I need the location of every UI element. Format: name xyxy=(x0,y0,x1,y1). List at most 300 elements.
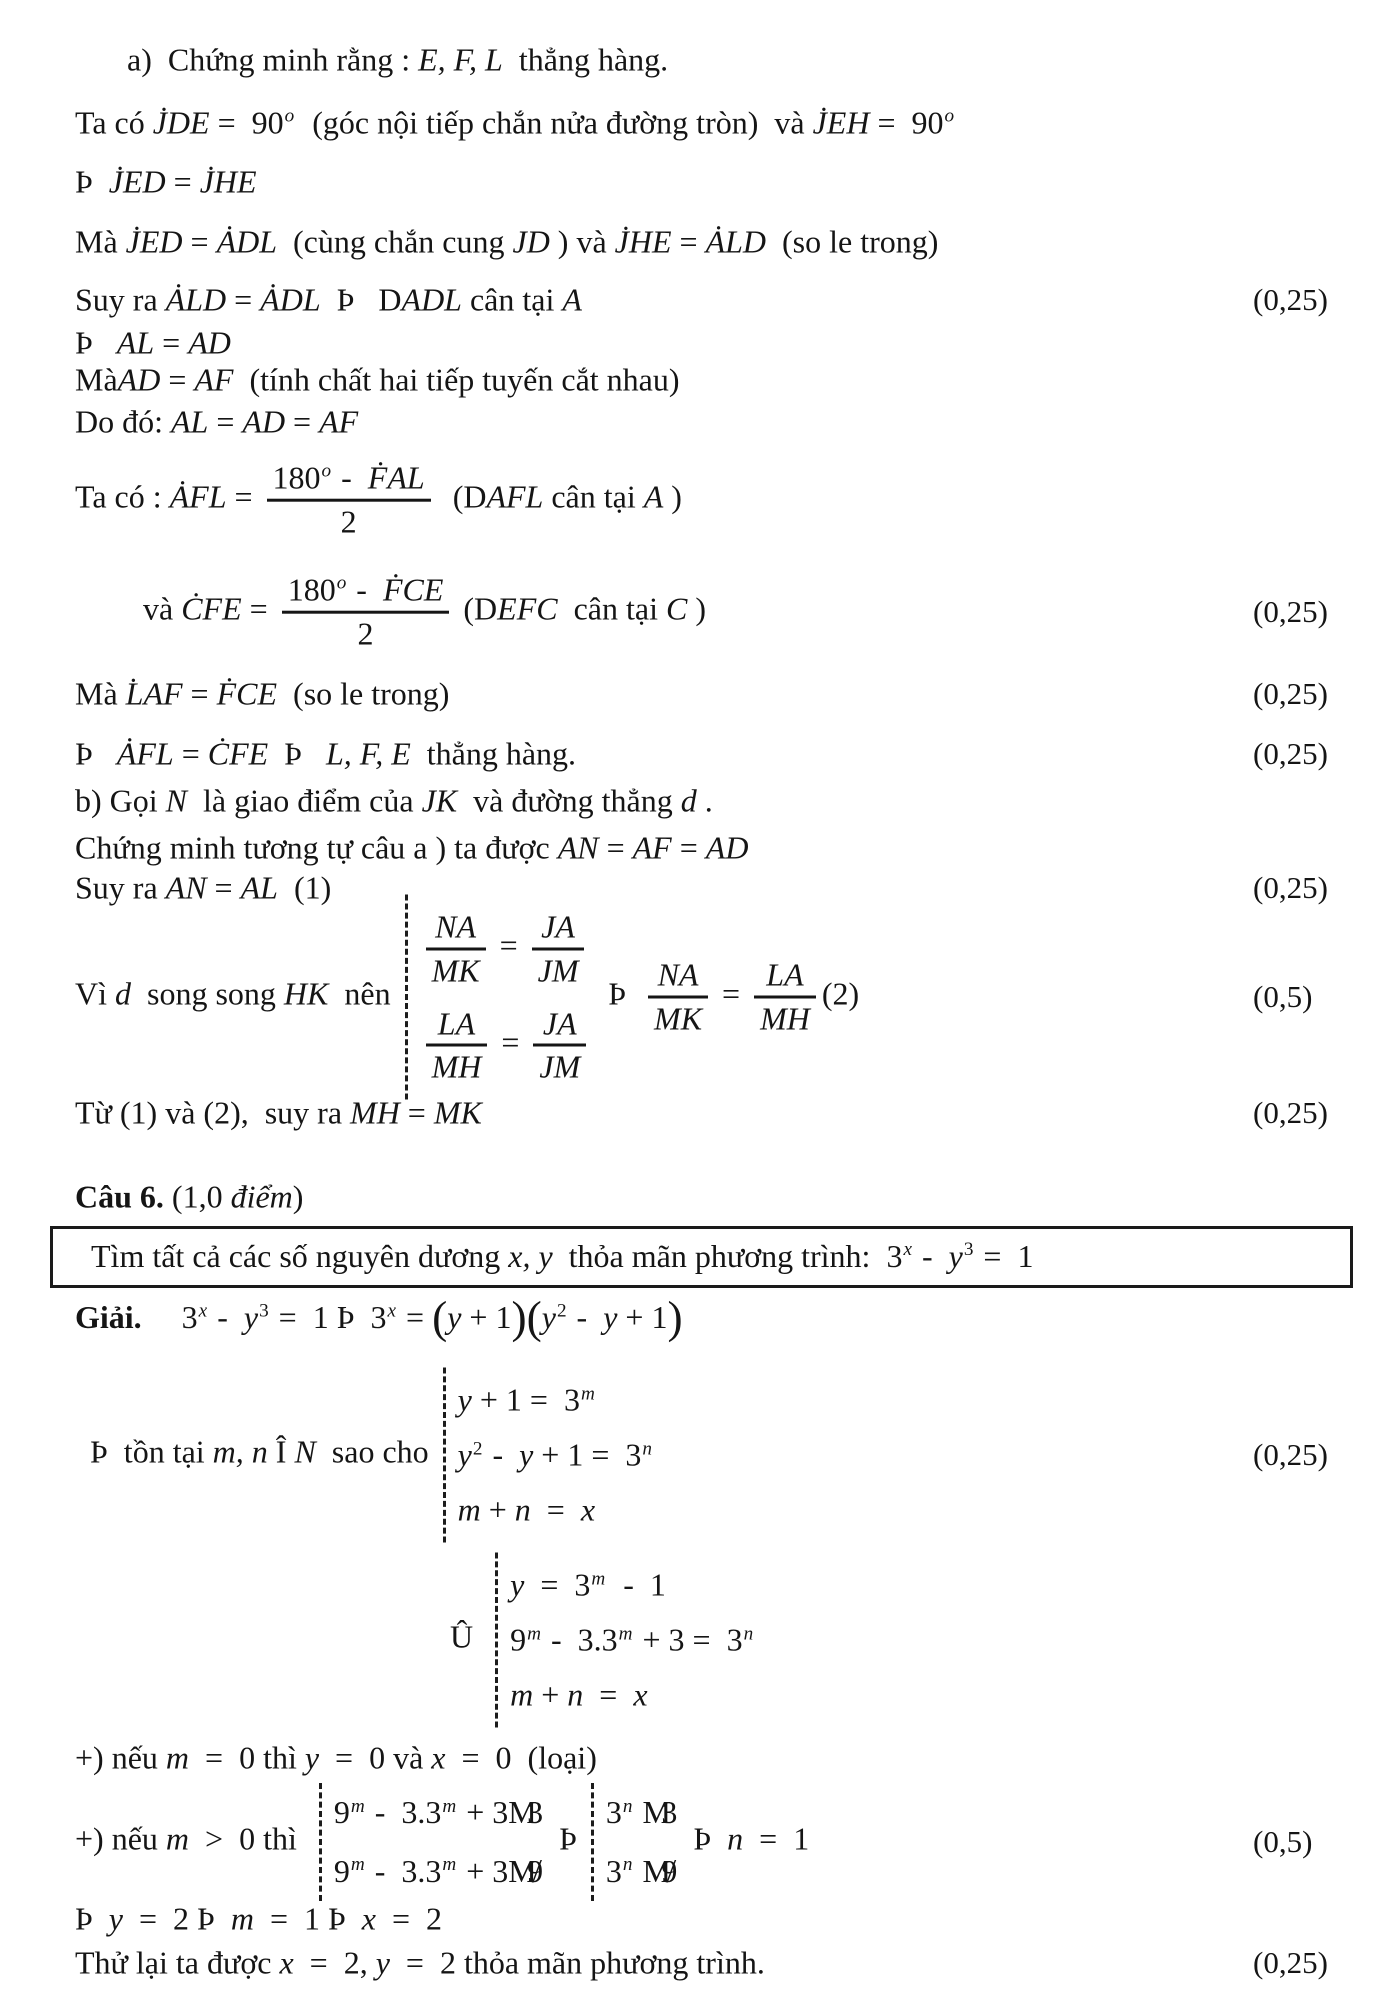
text-run: = xyxy=(226,281,261,318)
text-run: L, F, E xyxy=(325,735,411,772)
text-run: và xyxy=(143,590,182,627)
text-run: 3 xyxy=(605,1794,622,1831)
text-run: Þ xyxy=(543,1820,585,1857)
text-run: + 1 = 3 xyxy=(471,1381,580,1418)
superscript: m xyxy=(442,1854,457,1876)
line-cau6-heading xyxy=(75,1179,303,1216)
text-run: AN xyxy=(557,829,599,866)
text-run: cân tại xyxy=(543,478,644,515)
fraction xyxy=(533,1005,586,1086)
text-run: > 0 thì xyxy=(189,1820,313,1857)
text-run: EFC xyxy=(497,590,558,627)
superscript: m xyxy=(591,1568,606,1590)
text-run: Ta có xyxy=(75,104,153,141)
superscript: o xyxy=(321,461,332,483)
text-run: HK xyxy=(283,975,329,1012)
text-run: + 1 = 3 xyxy=(533,1436,642,1473)
score-mark: (0,25) xyxy=(1253,282,1328,317)
text-run: JM xyxy=(537,952,579,989)
superscript: m xyxy=(442,1795,457,1817)
text-run: = xyxy=(226,478,261,515)
text-run: = xyxy=(285,403,320,440)
text-run: = 3 xyxy=(524,1566,591,1603)
text-run: + xyxy=(480,1491,515,1528)
text-run: x xyxy=(580,1491,596,1528)
fraction-bar xyxy=(648,996,708,999)
text-run: - xyxy=(348,571,383,608)
text-run: = 1 Þ xyxy=(253,1900,362,1937)
fraction-numerator xyxy=(432,1005,481,1042)
text-run: ADL xyxy=(401,281,462,318)
text-run: = xyxy=(583,1676,634,1713)
superscript: n xyxy=(622,1854,633,1876)
text-run: Þ xyxy=(592,975,643,1012)
fraction xyxy=(426,908,486,989)
text-run: y xyxy=(375,1944,390,1981)
text-run: 9 xyxy=(333,1853,350,1889)
text-run: . xyxy=(696,782,713,819)
superscript: x xyxy=(198,1300,208,1322)
line-al-equals-ad xyxy=(75,325,231,362)
fraction-numerator xyxy=(282,572,450,609)
text-run: MH xyxy=(760,1000,810,1037)
text-run: 2 xyxy=(340,503,357,540)
fraction-bar xyxy=(426,1044,488,1047)
text-run: ( xyxy=(432,1292,448,1343)
line-afl-cfe-collinear xyxy=(75,736,576,773)
text-run: N xyxy=(165,782,187,819)
text-run: x xyxy=(279,1944,294,1981)
text-run: Ta có : xyxy=(75,478,170,515)
system-brace xyxy=(405,895,408,1100)
text-run: ĊFE xyxy=(207,735,269,772)
text-run: y xyxy=(603,1298,618,1335)
system-row xyxy=(458,1491,595,1528)
text-run: C xyxy=(665,590,688,627)
text-run: (góc nội tiếp chắn nửa đường tròn) và xyxy=(296,104,813,141)
system-brace xyxy=(591,1783,594,1901)
text-run: n xyxy=(727,1820,744,1857)
text-run: điểm xyxy=(230,1178,293,1215)
text-run: AD xyxy=(188,324,231,361)
text-run: thẳng hàng. xyxy=(410,735,577,772)
fraction-bar xyxy=(532,947,585,950)
text-run: = 2 Þ xyxy=(123,1900,231,1937)
text-run: 2 xyxy=(357,615,374,652)
text-run: A xyxy=(562,281,582,318)
text-run: Vì xyxy=(75,975,115,1012)
superscript: n xyxy=(642,1438,652,1460)
fraction-denominator xyxy=(648,1001,708,1038)
text-run: = xyxy=(206,869,241,906)
text-run: MH xyxy=(350,1094,400,1131)
equation-system xyxy=(606,1794,677,1890)
fraction-bar xyxy=(282,611,450,614)
text-run: Þ xyxy=(268,735,326,772)
text-run: y xyxy=(519,1436,534,1473)
text-run: y xyxy=(510,1566,525,1603)
text-run: y xyxy=(304,1739,320,1776)
text-run xyxy=(635,1794,643,1830)
text-run: - xyxy=(209,1298,244,1335)
text-run: + 1 xyxy=(617,1298,668,1335)
text-run: LA xyxy=(766,956,804,993)
text-run: y xyxy=(108,1900,123,1937)
superscript: n xyxy=(743,1623,754,1645)
text-run: m xyxy=(165,1739,190,1776)
text-run: AN xyxy=(165,869,207,906)
text-run: AD xyxy=(242,403,286,440)
fraction-bar xyxy=(754,996,816,999)
superscript: m xyxy=(618,1623,633,1645)
text-run: +) nếu xyxy=(75,1820,166,1857)
text-run: E, F, L xyxy=(418,41,503,78)
text-run: ) xyxy=(667,1292,683,1343)
text-run: 9 xyxy=(510,1621,527,1658)
text-run: m xyxy=(165,1820,190,1857)
text-run: Þ xyxy=(75,735,117,772)
text-run: AF xyxy=(319,403,359,440)
text-run: nên xyxy=(328,975,399,1012)
bold-text-run: Giải. xyxy=(75,1298,142,1335)
text-run: = xyxy=(165,163,200,200)
text-run: MK xyxy=(431,952,480,989)
text-run: = 0 (loại) xyxy=(445,1739,597,1776)
system-row xyxy=(458,1382,597,1419)
text-run: + 3 = 3 xyxy=(634,1621,743,1658)
text-run: Þ xyxy=(677,1820,728,1857)
fraction-denominator xyxy=(335,504,363,541)
text-run: MK xyxy=(433,1094,482,1131)
text-run: ) và xyxy=(549,223,615,260)
text-run: (1,0 xyxy=(163,1178,231,1215)
text-run: n xyxy=(514,1491,531,1528)
system-row xyxy=(334,1853,543,1890)
text-run: - 3.3 xyxy=(366,1794,442,1831)
line-y2-m1-x2 xyxy=(75,1901,442,1938)
text-run: JA xyxy=(542,1005,577,1041)
text-run: = xyxy=(241,590,276,627)
text-run: + 3 xyxy=(458,1853,509,1889)
text-run: = xyxy=(714,975,749,1012)
text-run: Suy ra xyxy=(75,869,166,906)
text-run: - 3.3 xyxy=(542,1621,618,1658)
text-run: m xyxy=(457,1491,481,1528)
line-proof-a-title xyxy=(127,42,668,79)
text-run: = 1 Þ 3 xyxy=(270,1298,387,1335)
text-run: J̇DE xyxy=(152,104,210,141)
text-run: = xyxy=(160,361,195,398)
text-run: = 0 thì xyxy=(189,1739,305,1776)
text-run: song song xyxy=(131,975,284,1012)
text-run: ȦDL xyxy=(260,281,321,318)
text-run: ȦDL xyxy=(216,223,278,260)
text-run: AD xyxy=(117,361,161,398)
text-run: = 1 xyxy=(975,1238,1034,1274)
text-run: Î xyxy=(267,1433,295,1470)
fraction xyxy=(426,1005,488,1086)
line-cfe-fraction xyxy=(143,572,706,653)
text-run: 180 xyxy=(287,571,336,608)
score-mark: (0,25) xyxy=(1253,870,1328,905)
text-run: = xyxy=(182,675,217,712)
text-run: + xyxy=(533,1676,568,1713)
text-run: y xyxy=(541,1298,556,1335)
fraction-numerator xyxy=(537,1005,583,1042)
text-run: + 1 xyxy=(461,1298,512,1335)
text-run: - xyxy=(568,1298,604,1335)
text-run: ȦFL xyxy=(169,478,227,515)
text-run: cân tại xyxy=(557,590,666,627)
text-run: Þ tồn tại xyxy=(90,1433,213,1470)
text-run: NA xyxy=(435,908,476,945)
text-run: J̇EH xyxy=(812,104,870,141)
text-run: J̇HE xyxy=(199,163,257,200)
text-run: AD xyxy=(705,829,749,866)
line-similar-to-a xyxy=(75,830,748,867)
text-run: y xyxy=(457,1381,472,1418)
text-run: Þ D xyxy=(320,281,402,318)
text-run: Thử lại ta được xyxy=(75,1944,280,1981)
text-run: NA xyxy=(657,956,699,993)
score-mark: (0,25) xyxy=(1253,1095,1328,1130)
equation-system xyxy=(458,1382,654,1528)
text-run: Þ xyxy=(75,163,109,200)
text-run: d xyxy=(115,975,131,1012)
text-run: (so le trong) xyxy=(277,675,450,712)
text-run: JM xyxy=(539,1048,581,1085)
text-run: - xyxy=(913,1238,949,1274)
text-run: (cùng chắn cung xyxy=(277,223,513,260)
text-run: 180 xyxy=(272,459,321,496)
system-row xyxy=(458,1437,654,1474)
superscript: n xyxy=(622,1795,633,1817)
text-run: Mà xyxy=(75,361,118,398)
system-brace xyxy=(319,1783,322,1901)
system-brace xyxy=(495,1553,498,1728)
line-verify-solution xyxy=(75,1945,765,1982)
text-run: thẳng hàng. xyxy=(502,41,669,78)
text-run: a) Chứng minh rằng : xyxy=(127,41,419,78)
text-run: = 0 và xyxy=(319,1739,432,1776)
equation-system xyxy=(334,1794,543,1890)
line-giai-solution xyxy=(75,1292,683,1343)
text-run: - xyxy=(333,459,368,496)
text-run: LA xyxy=(437,1005,476,1041)
superscript: o xyxy=(284,106,295,128)
text-run: JD xyxy=(512,223,550,260)
text-run: Do đó: xyxy=(75,403,171,440)
text-run xyxy=(635,1853,643,1889)
text-run: MH xyxy=(431,1048,482,1085)
superscript: m xyxy=(350,1795,365,1817)
text-run: A xyxy=(643,478,664,515)
fraction-numerator xyxy=(760,957,809,994)
system-row xyxy=(510,1622,755,1659)
line-b-goi-n xyxy=(75,783,713,820)
text-run: = xyxy=(182,223,217,260)
text-run: = 2 xyxy=(376,1900,443,1937)
text-run: = xyxy=(530,1491,581,1528)
text-run: = xyxy=(154,324,189,361)
text-run: 3 xyxy=(141,1298,198,1335)
line-angle-jde-90 xyxy=(75,105,956,142)
line-al-ad-af xyxy=(75,404,358,441)
fraction-denominator xyxy=(754,1001,816,1038)
superscript: 2 xyxy=(472,1438,483,1460)
text-run: Þ xyxy=(75,324,117,361)
text-run: (D xyxy=(436,478,487,515)
superscript: o xyxy=(944,106,955,128)
text-run: x xyxy=(633,1676,648,1713)
text-run: 9 xyxy=(333,1794,350,1831)
system-row xyxy=(606,1853,677,1890)
text-run: Suy ra xyxy=(75,281,166,318)
fraction-denominator xyxy=(426,1049,488,1086)
fraction xyxy=(267,460,431,541)
superscript: 3 xyxy=(963,1239,974,1261)
text-run: J̇HE xyxy=(614,223,672,260)
fraction-numerator xyxy=(652,957,705,994)
text-run: m xyxy=(510,1676,534,1713)
line-afl-fraction xyxy=(75,460,682,541)
fraction-numerator xyxy=(267,460,431,497)
text-run: JA xyxy=(541,908,575,945)
text-run: n xyxy=(567,1676,584,1713)
text-run: ) xyxy=(292,1178,304,1215)
line-ad-af-tangent xyxy=(75,362,680,399)
line-case-m-positive xyxy=(75,1783,809,1901)
superscript: m xyxy=(350,1854,365,1876)
text-run: (D xyxy=(455,590,498,627)
score-mark: (0,5) xyxy=(1253,979,1313,1014)
text-run: x, y xyxy=(508,1238,553,1274)
text-run: J̇ED xyxy=(108,163,166,200)
text-run: MK xyxy=(654,1000,703,1037)
text-run: ) xyxy=(687,590,706,627)
text-run: y xyxy=(243,1298,259,1335)
text-run: ȦLD xyxy=(165,281,227,318)
fraction-numerator xyxy=(535,908,581,945)
fraction-bar xyxy=(426,947,486,950)
text-run: Þ xyxy=(75,1900,109,1937)
text-run: = xyxy=(399,1094,434,1131)
text-run: + 3 xyxy=(458,1794,509,1831)
text-run: = xyxy=(173,735,208,772)
text-run: AF xyxy=(632,829,672,866)
text-run: = xyxy=(671,829,706,866)
text-run: AFL xyxy=(486,478,544,515)
superscript: x xyxy=(387,1300,397,1322)
line-equiv-system xyxy=(450,1553,755,1728)
line-parallel-system xyxy=(75,895,859,1100)
text-run: AL xyxy=(116,324,155,361)
superscript: m xyxy=(527,1623,541,1645)
superscript: m xyxy=(580,1383,595,1405)
text-run: AL xyxy=(240,869,278,906)
equation-system xyxy=(420,908,593,1085)
text-run: Tìm tất cả các số nguyên dương xyxy=(91,1238,509,1274)
text-run: = 1 xyxy=(743,1820,810,1857)
text-run: (1) xyxy=(277,869,332,906)
text-run: N xyxy=(294,1433,316,1470)
text-run: Chứng minh tương tự câu a ) ta được xyxy=(75,829,558,866)
text-run: y xyxy=(948,1238,963,1274)
text-run: = 90 xyxy=(869,104,944,141)
text-run: AL xyxy=(171,403,209,440)
fraction-bar xyxy=(267,499,431,502)
text-run: = xyxy=(493,1023,528,1060)
system-row xyxy=(510,1676,647,1713)
text-run: x xyxy=(361,1900,376,1937)
system-brace xyxy=(443,1368,446,1543)
text-run: - xyxy=(484,1436,520,1473)
system-row xyxy=(420,908,591,989)
line-case-m-zero xyxy=(75,1740,597,1777)
text-run: Từ (1) và (2), suy ra xyxy=(75,1094,351,1131)
text-run: ȦLD xyxy=(705,223,767,260)
line-exists-mn-system xyxy=(90,1368,654,1543)
text-run: = xyxy=(491,927,526,964)
text-run: là giao điểm của xyxy=(187,782,422,819)
score-mark: (0,25) xyxy=(1253,676,1328,711)
text-run: J̇ED xyxy=(125,223,183,260)
superscript: 2 xyxy=(556,1300,567,1322)
text-run: AF xyxy=(194,361,234,398)
text-run: M3 xyxy=(642,1794,668,1831)
text-run: ȦFL xyxy=(116,735,174,772)
text-run: )( xyxy=(511,1292,542,1343)
superscript: 3 xyxy=(259,1300,269,1322)
text-run: và đường thẳng xyxy=(457,782,681,819)
system-row xyxy=(420,1005,593,1086)
fraction xyxy=(532,908,585,989)
fraction-denominator xyxy=(533,1049,586,1086)
score-mark: (0,25) xyxy=(1253,736,1328,771)
text-run: x xyxy=(431,1739,446,1776)
text-run: d xyxy=(680,782,697,819)
score-mark: (0,25) xyxy=(1253,1437,1328,1472)
text-run: (2) xyxy=(821,975,860,1012)
line-laf-fce xyxy=(75,676,449,713)
text-run: 3 xyxy=(605,1853,622,1889)
fraction-numerator xyxy=(429,908,482,945)
superscript: x xyxy=(903,1239,912,1261)
text-run: Mà xyxy=(75,675,126,712)
text-run: y xyxy=(457,1436,472,1473)
text-run: Û xyxy=(450,1618,490,1655)
text-run: Mà xyxy=(75,223,126,260)
equation-system xyxy=(510,1567,755,1713)
fraction xyxy=(754,957,816,1038)
bold-text-run: Câu 6. xyxy=(75,1178,164,1215)
text-run: m, n xyxy=(212,1433,268,1470)
text-run: m xyxy=(230,1900,254,1937)
text-run: ḞCE xyxy=(382,571,444,608)
superscript: o xyxy=(336,573,347,595)
text-run: L̇AF xyxy=(125,675,183,712)
system-row xyxy=(334,1794,543,1831)
text-run: JK xyxy=(421,782,458,819)
text-run: M̸9 xyxy=(642,1853,668,1889)
text-run: - 1 xyxy=(607,1566,666,1603)
line-jed-equals-jhe xyxy=(75,164,257,201)
text-run: = 2 thỏa mãn phương trình. xyxy=(389,1944,765,1981)
text-run: b) Gọi xyxy=(75,782,166,819)
text-run: - 3.3 xyxy=(366,1853,442,1889)
text-run: = 2, xyxy=(293,1944,376,1981)
fraction-denominator xyxy=(426,952,486,989)
